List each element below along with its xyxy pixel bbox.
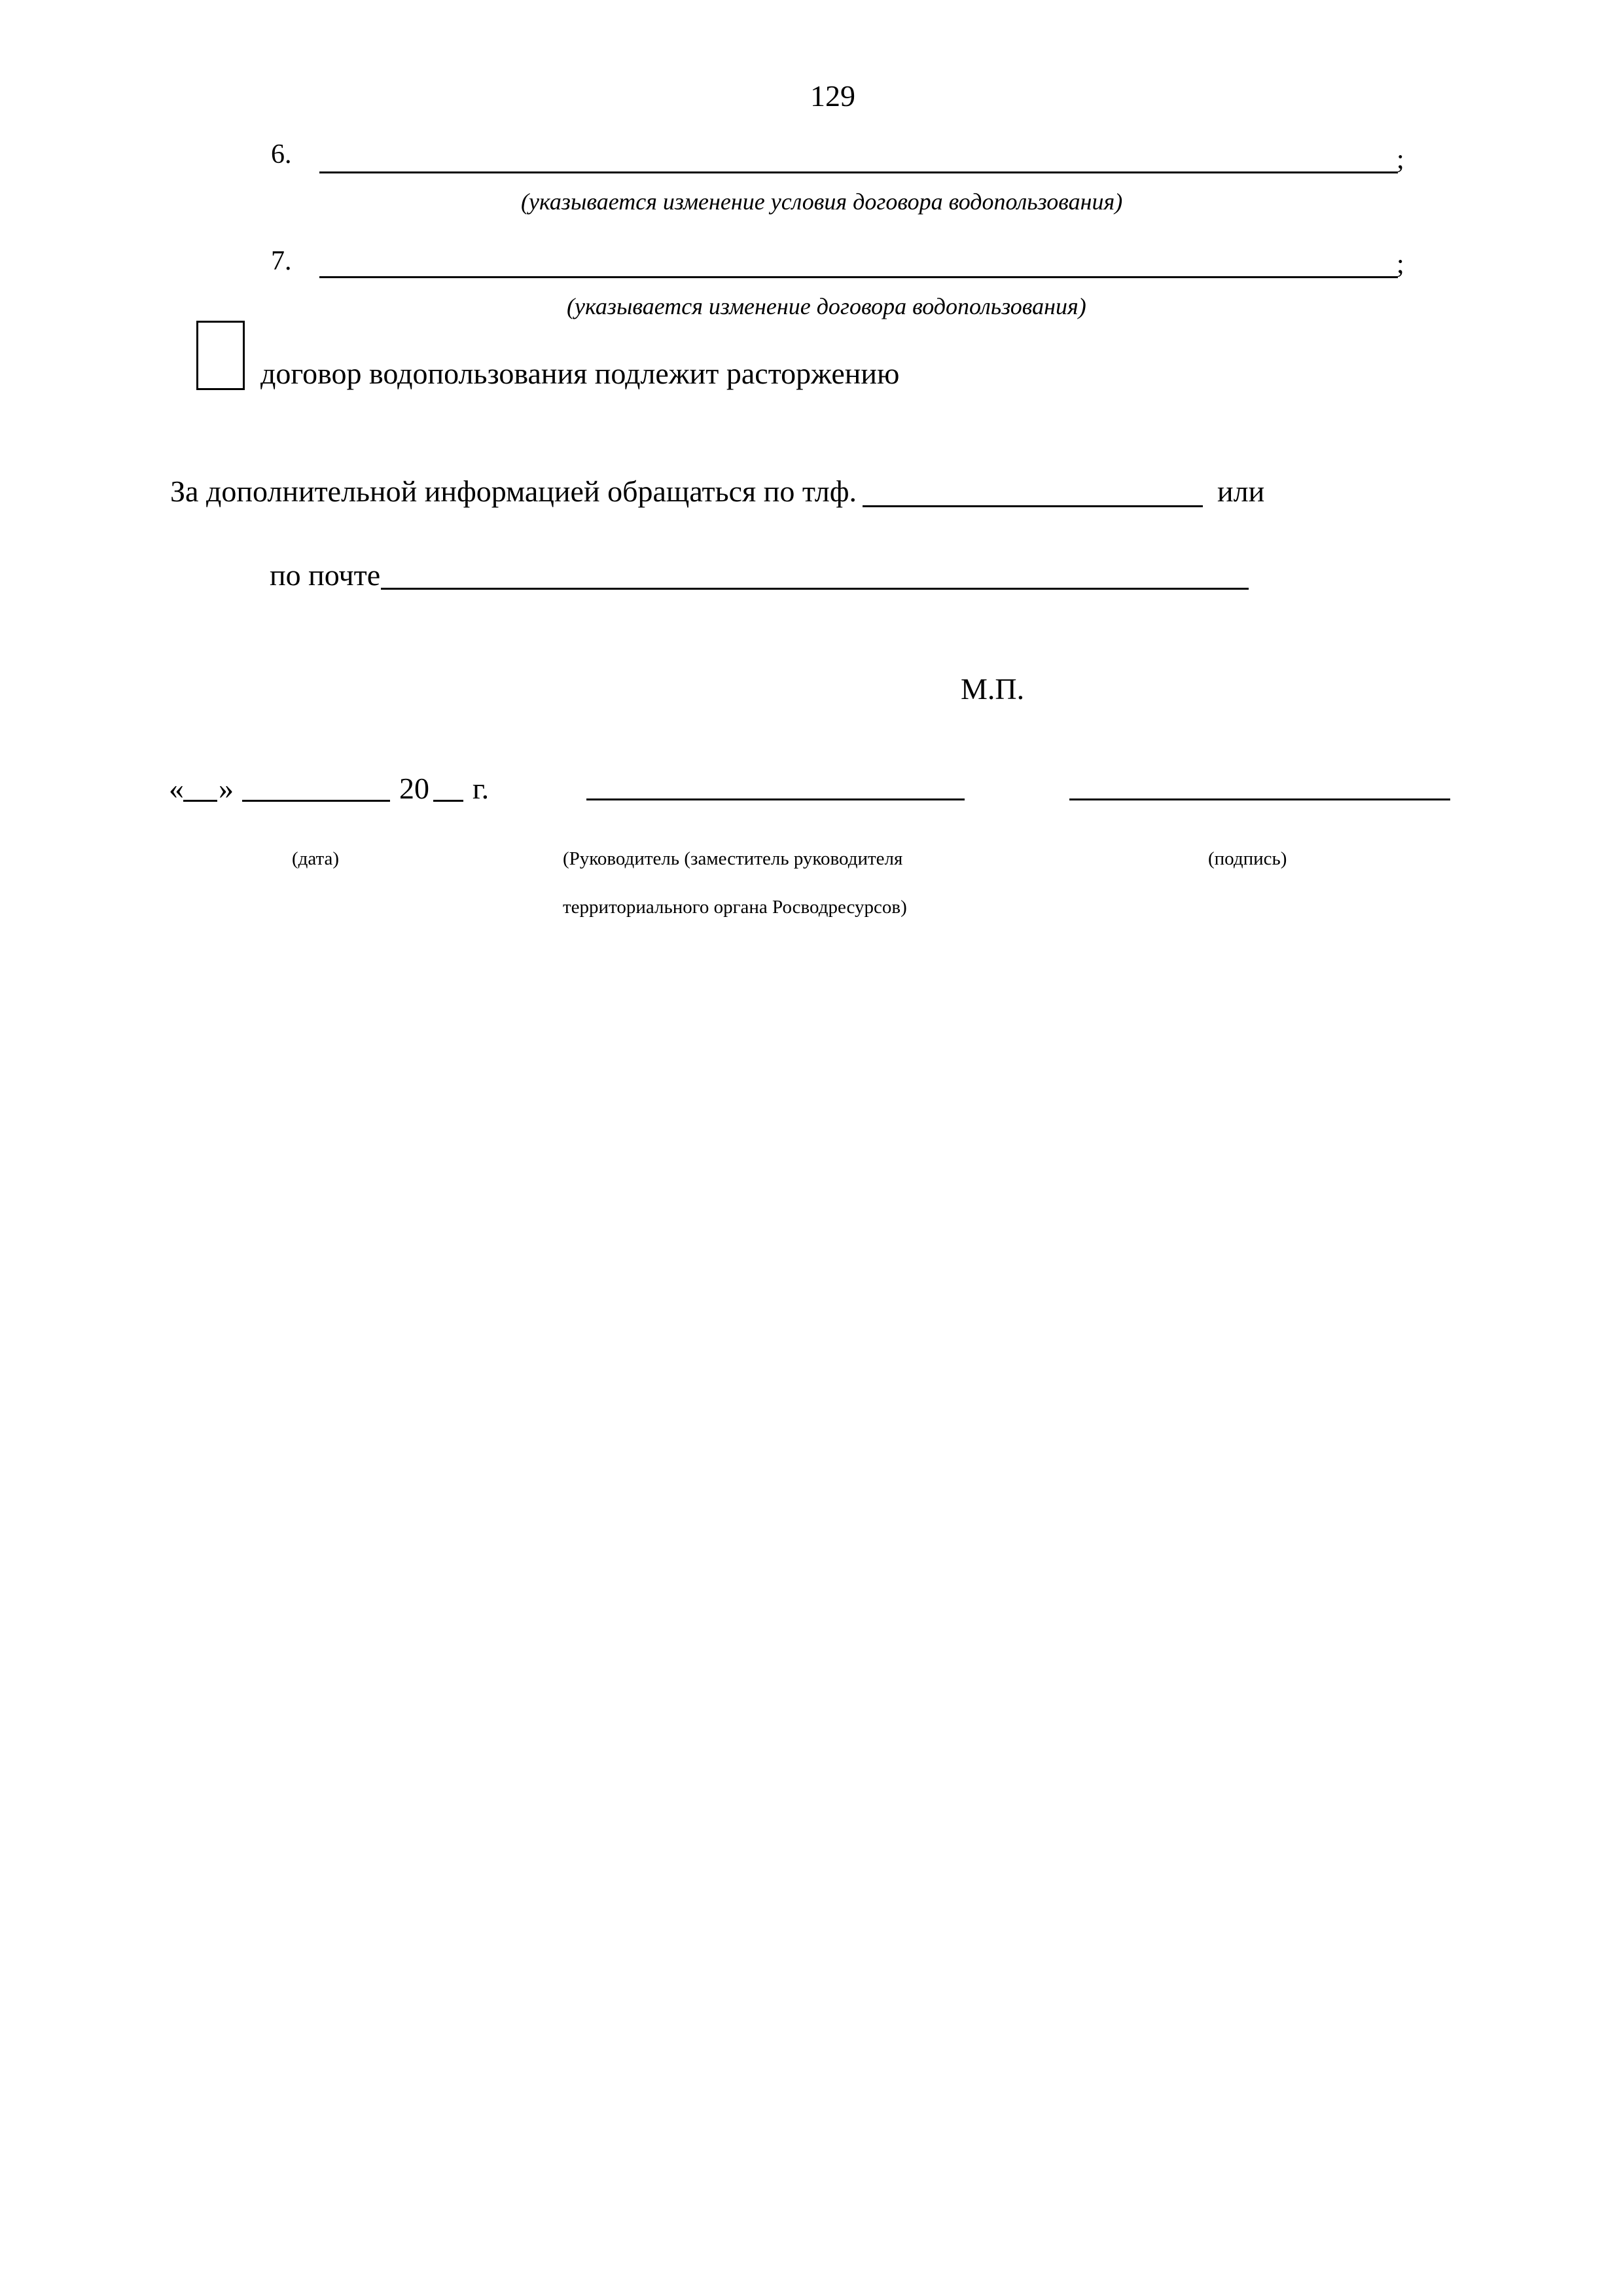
item-6-fill-line[interactable] [319,171,1398,173]
item-7-number: 7. [271,246,292,276]
item-6-number: 6. [271,139,292,170]
contact-phone-prefix: За дополнительной информацией обращаться по тлф. [170,475,857,508]
head-caption-line1: (Руководитель (заместитель руководителя [563,848,903,869]
contact-or: или [1217,475,1265,508]
date-year-prefix: 20 [399,772,429,805]
item-6-end-mark: ; [1397,145,1404,175]
termination-label: договор водопользования подлежит расторжению [260,357,900,390]
date-month-line[interactable] [242,800,390,802]
date-open-quote: « [169,772,184,805]
contact-mail-prefix: по почте [270,558,381,592]
stamp-mark: М.П. [961,672,1025,706]
item-7-fill-line[interactable] [319,276,1398,278]
item-7-caption: (указывается изменение договора водопользования) [567,293,1086,319]
date-close-quote: » [219,772,234,805]
head-caption-line2: территориального органа Росводресурсов) [563,897,907,918]
date-day-line[interactable] [183,800,217,802]
head-name-line[interactable] [586,798,965,800]
item-6-caption: (указывается изменение условия договора водопользования) [521,188,1123,215]
date-caption: (дата) [292,848,340,869]
signature-caption: (подпись) [1208,848,1287,869]
date-year-line[interactable] [433,800,463,802]
termination-checkbox[interactable] [196,321,245,390]
contact-phone-line[interactable] [863,505,1203,507]
date-year-suffix: г. [473,772,490,805]
page-number: 129 [810,79,855,113]
signature-line[interactable] [1069,798,1450,800]
item-7-end-mark: ; [1397,249,1404,279]
contact-mail-line[interactable] [381,588,1249,590]
